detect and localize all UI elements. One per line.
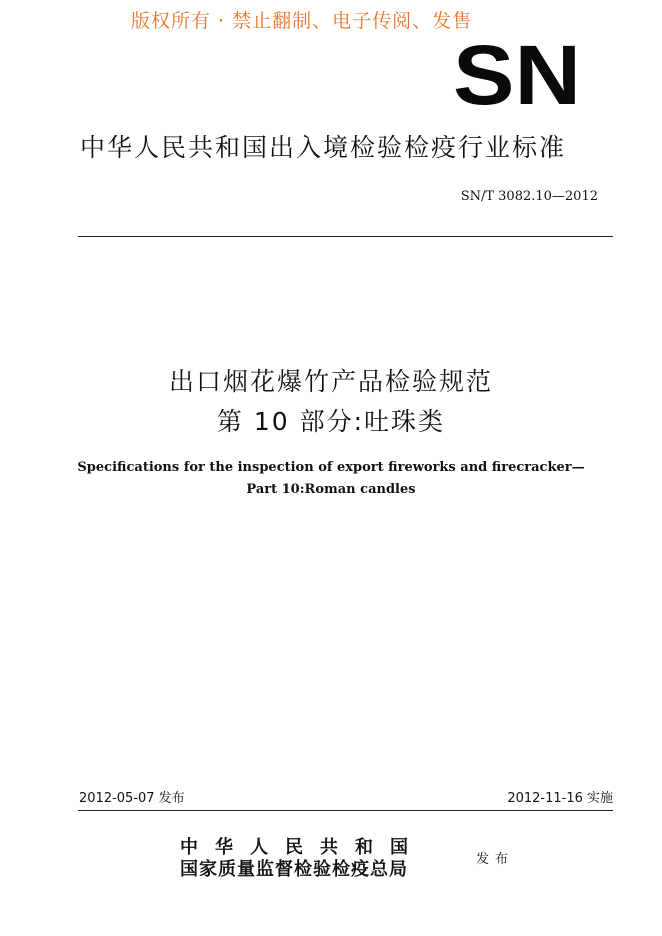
footer-divider bbox=[78, 810, 613, 811]
title-chinese-line1: 出口烟花爆竹产品检验规范 bbox=[168, 367, 493, 396]
copyright-watermark: 版权所有 · 禁止翻制、电子传阅、发售 bbox=[131, 10, 473, 32]
header-divider bbox=[78, 236, 613, 237]
sn-logo-text: SN bbox=[453, 40, 581, 108]
sn-logo bbox=[452, 40, 582, 108]
implementation-date: 2012-11-16 实施 bbox=[507, 791, 613, 806]
issuer-agency: 国家质量监督检验检疫总局 bbox=[180, 859, 408, 880]
issue-word: 发布 bbox=[476, 852, 515, 867]
standard-number: SN/T 3082.10—2012 bbox=[460, 189, 598, 204]
organization-title: 中华人民共和国出入境检验检疫行业标准 bbox=[80, 133, 567, 162]
title-english-line1: Specifications for the inspection of export fireworks and firecracker— bbox=[77, 460, 585, 475]
issue-date: 2012-05-07 发布 bbox=[79, 791, 185, 806]
title-chinese-line2: 第 10 部分:吐珠类 bbox=[216, 407, 446, 436]
title-english-line2: Part 10:Roman candles bbox=[246, 482, 416, 497]
issuer-country: 中华人民共和国 bbox=[180, 837, 425, 858]
